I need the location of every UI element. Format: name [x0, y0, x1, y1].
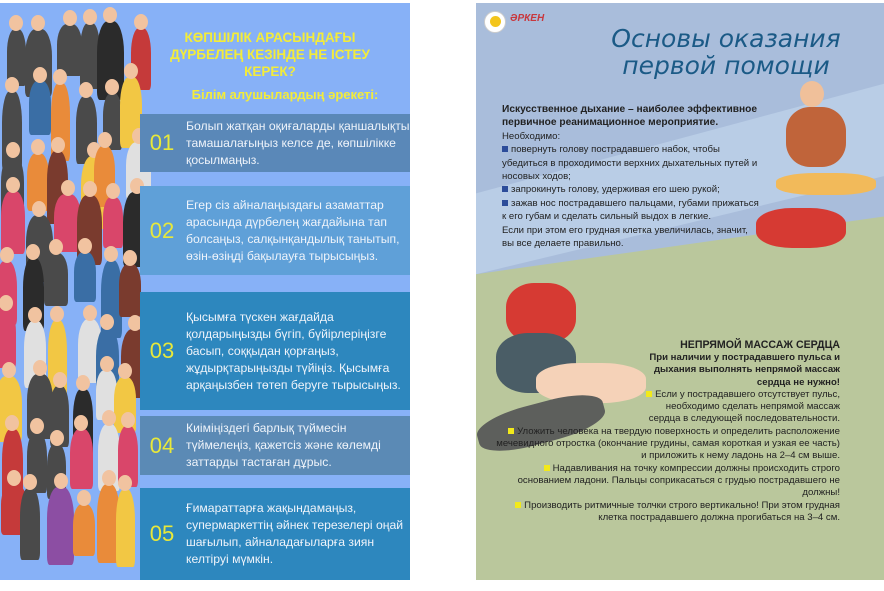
- crowd-head: [5, 415, 19, 431]
- crowd-person: [103, 197, 123, 248]
- bullet: [502, 183, 762, 196]
- crowd-head: [61, 180, 75, 196]
- step-05: [140, 488, 410, 580]
- step-text: Киіміңіздегі барлық түймесін түймелеңіз, қажетсіз және көлемді заттарды тастаған дұрыс.: [186, 421, 381, 469]
- rescuer-illustration: [786, 107, 846, 167]
- left-poster: [0, 3, 410, 580]
- crowd-head: [124, 63, 138, 79]
- step-number: 04: [149, 432, 175, 458]
- sun-logo-icon: [484, 11, 506, 33]
- bullet-text: Производить ритмичные толчки строго вертикально! При этом грудная клетка пострадавшего должна прогибаться на 3–4 см.: [524, 499, 840, 523]
- bullet: [480, 426, 840, 463]
- crowd-head: [53, 69, 67, 85]
- step-text: Ғимараттарға жақындамаңыз, супермаркеттің әйнек терезелері оңай шағылып, айналадағыларға зиян келтіруі мүмкін.: [186, 501, 404, 566]
- step-02: [140, 186, 410, 275]
- crowd-illustration: [0, 3, 160, 580]
- crowd-person: [57, 24, 82, 76]
- step-text: Болып жатқан оқиғаларды қаншалықты тамашалағыңыз келсе де, көпшілікке қосылмаңыз.: [186, 118, 410, 167]
- crowd-head: [2, 362, 16, 378]
- poster-title: [576, 25, 876, 79]
- crowd-head: [26, 244, 40, 260]
- poster-subtitle: Білім алушылардың әрекеті:: [191, 87, 379, 102]
- crowd-head: [9, 15, 23, 31]
- crowd-person: [73, 504, 95, 557]
- crowd-head: [79, 82, 93, 98]
- crowd-head: [100, 356, 114, 372]
- breathing-section: [502, 103, 762, 250]
- crowd-person: [20, 488, 40, 560]
- crowd-head: [106, 183, 120, 199]
- crowd-person: [116, 489, 136, 567]
- arken-logo: ӘРКЕН: [510, 13, 545, 24]
- step-text: Қысымға түскен жағдайда қолдарыңызды бүгіп, бүйірлеріңізге басып, соққыдан қорғаңыз, жұдырқтарыңызды түйіңіз. Қысымға арқаңызбен төтеп беруге тырысыңыз.: [186, 309, 401, 392]
- massage-warning: При наличии у пострадавшего пульса и дыхания выполнять непрямой массаж сердца не нужно!: [649, 352, 840, 388]
- crowd-head: [83, 181, 97, 197]
- crowd-head: [0, 247, 14, 263]
- rescuer-head: [800, 81, 824, 107]
- bullet: [480, 389, 840, 426]
- title-line: первой помощи: [622, 51, 830, 80]
- crowd-head: [63, 10, 77, 26]
- step-number: 03: [149, 338, 175, 363]
- step-number: 02: [149, 217, 175, 243]
- breathing-heading: Искусственное дыхание – наиболее эффективное первичное реанимационное мероприятие.: [502, 104, 758, 129]
- crowd-head: [32, 201, 46, 217]
- crowd-person: [119, 264, 141, 316]
- crowd-head: [53, 372, 67, 388]
- crowd-head: [50, 306, 64, 322]
- bullet-text: Если у пострадавшего отсутствует пульс, необходимо сделать непрямой массаж сердца в следующей последовательности.: [648, 388, 840, 425]
- crowd-head: [6, 142, 20, 158]
- massage-heading: НЕПРЯМОЙ МАССАЖ СЕРДЦА: [680, 339, 840, 351]
- crowd-head: [102, 470, 116, 486]
- crowd-head: [98, 132, 112, 148]
- crowd-head: [83, 305, 97, 321]
- breathing-intro: Необходимо:: [502, 130, 561, 142]
- right-poster: [476, 3, 884, 580]
- bullet-text: зажав нос пострадавшего пальцами, губами прижаться к его губам и сделать сильный выдох в легкие.: [502, 197, 759, 223]
- crowd-head: [31, 139, 45, 155]
- bullet: [502, 143, 762, 183]
- bullet: [480, 463, 840, 500]
- victim-illustration: [776, 173, 876, 195]
- crowd-head: [54, 473, 68, 489]
- step-01: [140, 114, 410, 172]
- crowd-head: [104, 246, 118, 262]
- crowd-head: [30, 418, 44, 434]
- step-number: 01: [149, 130, 175, 155]
- crowd-head: [123, 250, 137, 266]
- step-number: 05: [149, 521, 175, 546]
- crowd-head: [121, 412, 135, 428]
- crowd-head: [51, 137, 65, 153]
- bullet-text: Надавливания на точку компрессии должны происходить строго основанием ладони. Пальцы соприкасаться с грудью пострадавшего не должны!: [517, 462, 840, 499]
- rescuer2-illustration: [756, 208, 846, 248]
- crowd-head: [7, 470, 21, 486]
- poster-title: КӨПШІЛІК АРАСЫНДАҒЫ ДҮРБЕЛЕҢ КЕЗІНДЕ НЕ ІСТЕУ КЕРЕК?: [170, 30, 370, 79]
- crowd-head: [118, 475, 132, 491]
- bullet-text: Уложить человека на твердую поверхность и определить расположение мечевидного отростка (окончание грудины, самая короткая и узкая ее часть) и приложить к нему ладонь на 2–4 см выше.: [496, 425, 840, 462]
- crowd-head: [134, 14, 148, 30]
- crowd-head: [5, 77, 19, 93]
- crowd-head: [33, 360, 47, 376]
- crowd-head: [77, 490, 91, 506]
- step-text: Егер сіз айналаңыздағы азаматтар арасында дүрбелең жағдайына тап болсаңыз, салқынқандылық танытып, өзін-өзіңді бақылауға тырысыңыз.: [186, 197, 400, 263]
- crowd-head: [0, 295, 13, 311]
- crowd-person: [74, 252, 96, 302]
- crowd-person: [47, 487, 74, 565]
- bullet-text: запрокинуть голову, удерживая его шею рукой;: [511, 184, 720, 196]
- crowd-person: [0, 309, 16, 368]
- crowd-person: [44, 253, 68, 306]
- step-03: [140, 292, 410, 410]
- crowd-person: [29, 81, 50, 136]
- crowd-person: [70, 429, 93, 489]
- crowd-head: [33, 67, 47, 83]
- crowd-person: [1, 191, 25, 254]
- crowd-head: [49, 239, 63, 255]
- massage-section: [480, 339, 840, 524]
- bullet-text: повернуть голову пострадавшего набок, чтобы убедиться в проходимости верхних дыхательных путей и носовых ходов;: [502, 144, 758, 183]
- crowd-head: [83, 9, 97, 25]
- title-line: Основы оказания: [611, 24, 841, 53]
- crowd-head: [76, 375, 90, 391]
- bullet: [480, 500, 840, 525]
- step-04: [140, 416, 410, 475]
- crowd-head: [78, 238, 92, 254]
- crowd-head: [23, 474, 37, 490]
- bullet: [502, 197, 762, 224]
- breathing-outro: Если при этом его грудная клетка увеличилась, значит, вы все делаете правильно.: [502, 224, 748, 250]
